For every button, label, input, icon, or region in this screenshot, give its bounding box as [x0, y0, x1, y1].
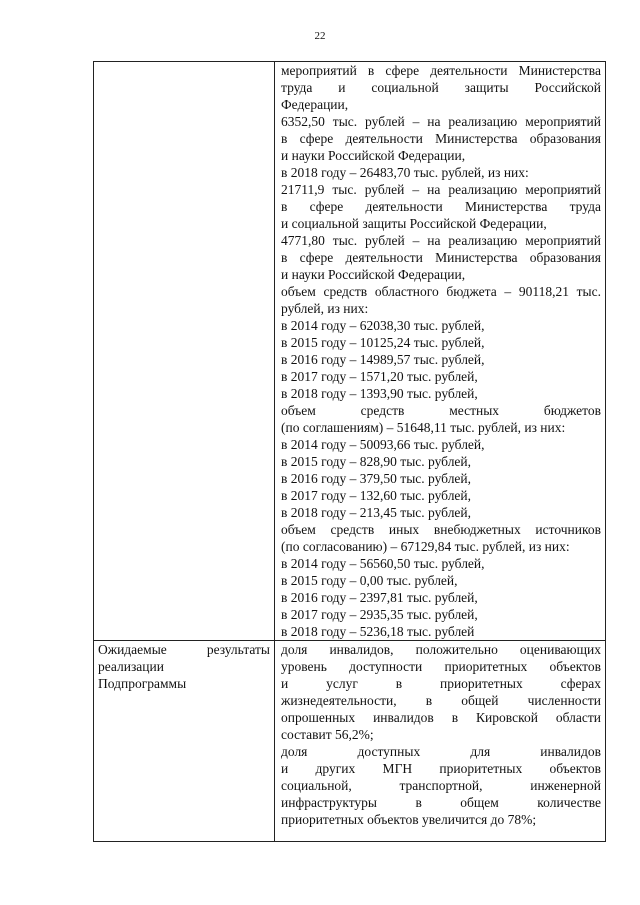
text-line: Федерации, [281, 97, 349, 112]
text-line: (по согласованию) – 67129,84 тыс. рублей, из них: [281, 539, 570, 554]
text-line: опрошенных инвалидов в Кировской области [281, 710, 601, 725]
text-line: в 2015 году – 0,00 тыс. рублей, [281, 573, 458, 588]
text-line: в сфере деятельности Министерства образования [281, 131, 601, 146]
label-line: Ожидаемые результаты [98, 642, 270, 657]
text-line: доля доступных для инвалидов [281, 744, 601, 759]
text-line: приоритетных объектов увеличится до 78%; [281, 812, 537, 827]
text-line: объем средств иных внебюджетных источников [281, 522, 601, 537]
expected-results-label-cell [94, 641, 275, 842]
text-line: в 2015 году – 10125,24 тыс. рублей, [281, 335, 485, 350]
text-line: в 2018 году – 213,45 тыс. рублей, [281, 505, 472, 520]
text-line: в 2017 году – 132,60 тыс. рублей, [281, 488, 472, 503]
text-line: социальной, транспортной, инженерной [281, 778, 601, 793]
text-line: и других МГН приоритетных объектов [281, 761, 601, 776]
text-line: в 2018 году – 26483,70 тыс. рублей, из них: [281, 165, 529, 180]
text-line: в 2016 году – 2397,81 тыс. рублей, [281, 590, 478, 605]
financing-content-cell [275, 62, 606, 641]
text-line: и социальной защиты Российской Федерации, [281, 216, 547, 231]
passport-table [93, 61, 606, 842]
text-line: в 2018 году – 5236,18 тыс. рублей [281, 624, 475, 639]
text-line: и услуг в приоритетных сферах [281, 676, 601, 691]
text-line: и науки Российской Федерации, [281, 267, 466, 282]
expected-results-content-cell [275, 641, 606, 842]
text-line: объем средств местных бюджетов [281, 403, 601, 418]
text-line: и науки Российской Федерации, [281, 148, 466, 163]
label-line: Подпрограммы [98, 676, 187, 691]
text-line: инфраструктуры в общем количестве [281, 795, 601, 810]
text-line: рублей, из них: [281, 301, 369, 316]
text-line: мероприятий в сфере деятельности Министерства [281, 63, 601, 78]
text-line: в сфере деятельности Министерства образования [281, 250, 601, 265]
text-line: уровень доступности приоритетных объектов [281, 659, 601, 674]
text-line: в 2014 году – 50093,66 тыс. рублей, [281, 437, 485, 452]
table-row-financing [94, 62, 606, 641]
text-line: 6352,50 тыс. рублей – на реализацию мероприятий [281, 114, 601, 129]
text-line: жизнедеятельности, в общей численности [281, 693, 601, 708]
text-line: в сфере деятельности Министерства труда [281, 199, 601, 214]
text-line: в 2017 году – 2935,35 тыс. рублей, [281, 607, 478, 622]
text-line: в 2016 году – 379,50 тыс. рублей, [281, 471, 472, 486]
table-row-expected-results [94, 641, 606, 842]
text-line: 4771,80 тыс. рублей – на реализацию мероприятий [281, 233, 601, 248]
label-line: реализации [98, 659, 164, 674]
text-line: в 2018 году – 1393,90 тыс. рублей, [281, 386, 478, 401]
text-line: в 2014 году – 56560,50 тыс. рублей, [281, 556, 485, 571]
label-cell-empty [94, 62, 275, 641]
page-number: 22 [314, 30, 326, 42]
text-line: (по соглашениям) – 51648,11 тыс. рублей, из них: [281, 420, 566, 435]
text-line: труда и социальной защиты Российской [281, 80, 601, 95]
text-line: 21711,9 тыс. рублей – на реализацию мероприятий [281, 182, 601, 197]
text-line: в 2014 году – 62038,30 тыс. рублей, [281, 318, 485, 333]
text-line: в 2015 году – 828,90 тыс. рублей, [281, 454, 472, 469]
text-line: доля инвалидов, положительно оценивающих [281, 642, 601, 657]
text-line: объем средств областного бюджета – 90118,21 тыс. [281, 284, 601, 299]
text-line: в 2016 году – 14989,57 тыс. рублей, [281, 352, 485, 367]
text-line: составит 56,2%; [281, 727, 374, 742]
text-line: в 2017 году – 1571,20 тыс. рублей, [281, 369, 478, 384]
